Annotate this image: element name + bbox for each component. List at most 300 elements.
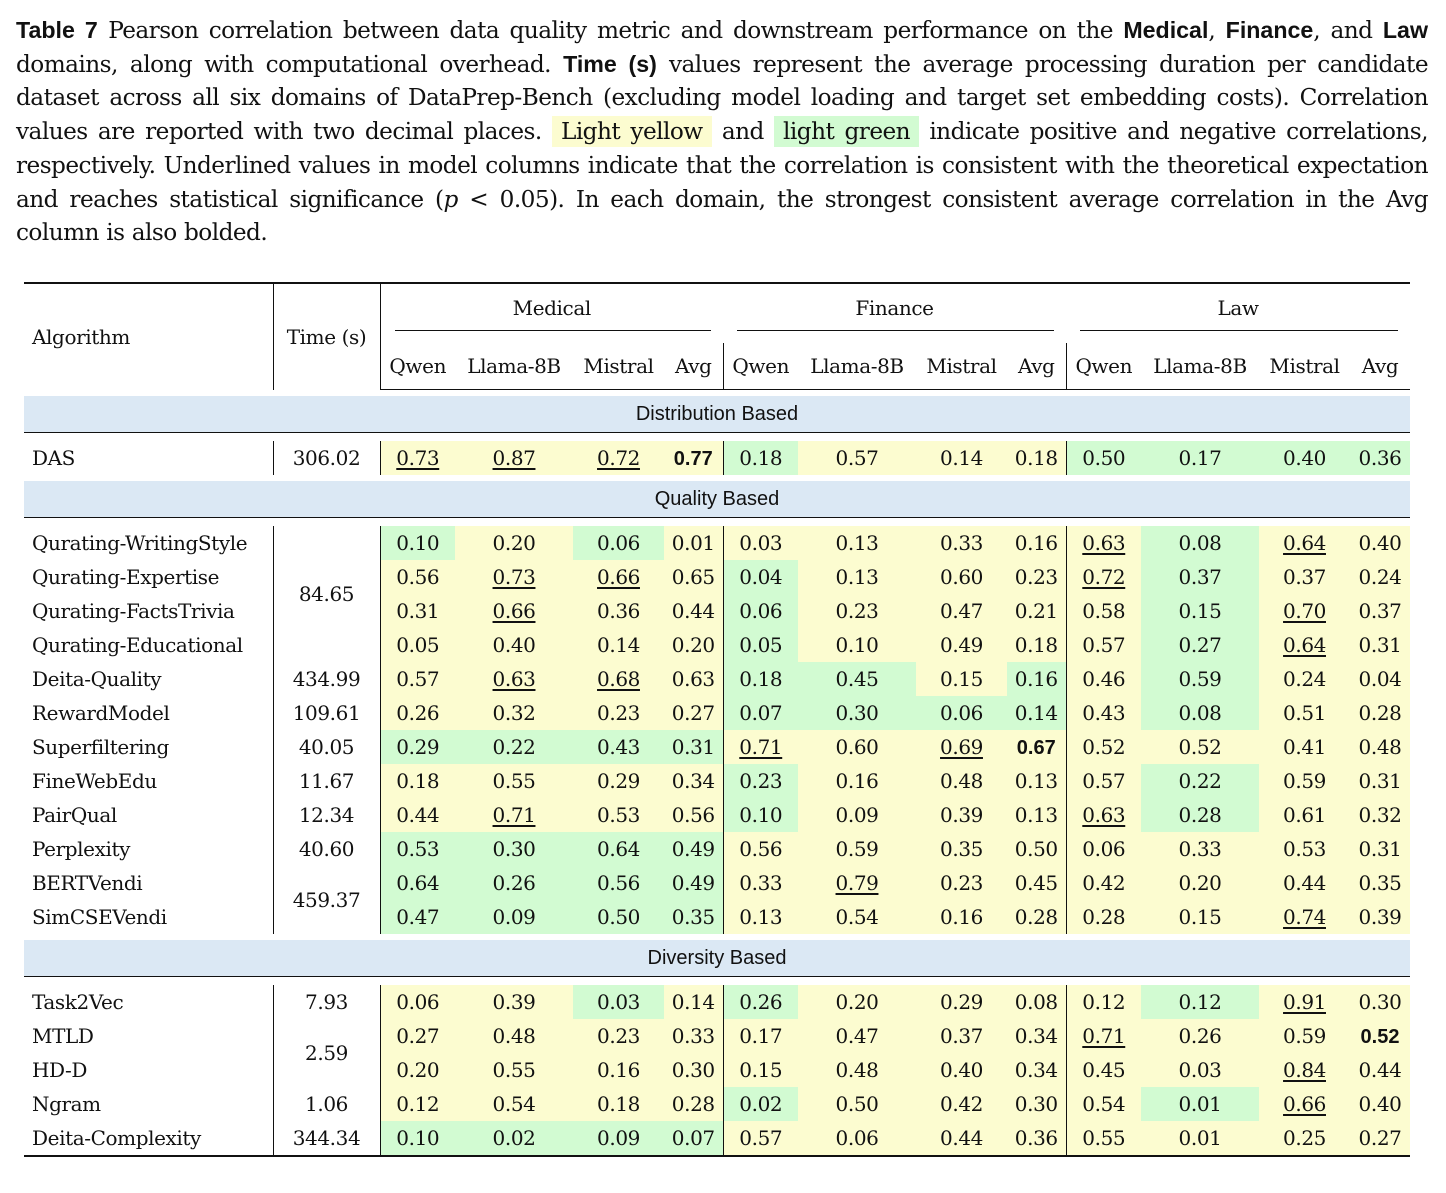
correlation-cell — [916, 764, 1007, 798]
correlation-value: 0.13 — [739, 905, 783, 929]
algorithm-name: Qurating-Expertise — [24, 560, 273, 594]
correlation-cell — [664, 628, 723, 662]
correlation-cell — [1259, 832, 1350, 866]
algorithm-name: Perplexity — [24, 832, 273, 866]
correlation-value: 0.55 — [1082, 1126, 1126, 1150]
correlation-cell — [380, 662, 455, 696]
correlation-value: 0.39 — [940, 803, 983, 827]
correlation-value: 0.28 — [1014, 905, 1058, 929]
correlation-cell — [1066, 1053, 1141, 1087]
correlation-cell — [723, 730, 798, 764]
correlation-cell — [1007, 866, 1066, 900]
correlation-cell — [1259, 866, 1350, 900]
correlation-cell — [723, 1053, 798, 1087]
algorithm-name: BERTVendi — [24, 866, 273, 900]
correlation-value: 0.49 — [671, 837, 715, 861]
correlation-value: 0.32 — [1358, 803, 1402, 827]
correlation-value: 0.51 — [1283, 701, 1326, 725]
correlation-value: 0.66 — [1283, 1092, 1326, 1116]
correlation-cell — [916, 441, 1007, 475]
correlation-value: 0.59 — [1178, 667, 1222, 691]
correlation-cell — [664, 560, 723, 594]
caption-text: < 0.05). In each domain, the strongest consistent average correlation in the Avg column is also bolded. — [16, 185, 1428, 247]
correlation-cell — [380, 900, 455, 934]
correlation-value: 0.20 — [1178, 871, 1222, 895]
correlation-value: 0.91 — [1283, 990, 1326, 1014]
correlation-table — [24, 282, 1410, 1157]
table-row — [24, 628, 1410, 662]
correlation-cell — [664, 1121, 723, 1156]
caption-light-green: light green — [774, 116, 919, 147]
correlation-value: 0.56 — [739, 837, 783, 861]
correlation-value: 0.84 — [1283, 1058, 1326, 1082]
correlation-value: 0.36 — [597, 599, 640, 623]
header-algorithm: Algorithm — [24, 283, 273, 390]
correlation-cell — [798, 1019, 916, 1053]
correlation-value: 0.18 — [1014, 633, 1058, 657]
correlation-value: 0.37 — [1358, 599, 1402, 623]
correlation-value: 0.30 — [1014, 1092, 1058, 1116]
correlation-cell — [798, 764, 916, 798]
correlation-cell — [916, 1053, 1007, 1087]
correlation-cell — [1066, 764, 1141, 798]
correlation-value: 0.60 — [835, 735, 879, 759]
correlation-value: 0.49 — [671, 871, 715, 895]
correlation-value: 0.73 — [396, 446, 440, 470]
algorithm-name: Deita-Complexity — [24, 1121, 273, 1156]
table-row — [24, 526, 1410, 560]
caption-light-yellow: Light yellow — [552, 116, 712, 147]
correlation-value: 0.31 — [1358, 769, 1402, 793]
correlation-cell — [573, 526, 664, 560]
correlation-cell — [573, 985, 664, 1019]
correlation-value: 0.37 — [1178, 565, 1222, 589]
correlation-cell — [723, 560, 798, 594]
section-title: Distribution Based — [24, 396, 1410, 433]
correlation-value: 0.01 — [1178, 1092, 1222, 1116]
correlation-value: 0.10 — [396, 531, 440, 555]
correlation-cell — [455, 764, 573, 798]
correlation-cell — [1141, 628, 1259, 662]
correlation-cell — [455, 696, 573, 730]
correlation-cell — [573, 832, 664, 866]
correlation-value: 0.54 — [1082, 1092, 1126, 1116]
correlation-cell — [380, 798, 455, 832]
correlation-value: 0.16 — [1014, 667, 1058, 691]
domain-label: Law — [1217, 296, 1259, 320]
correlation-value: 0.71 — [739, 735, 783, 759]
correlation-value: 0.59 — [835, 837, 879, 861]
correlation-cell — [798, 866, 916, 900]
correlation-cell — [1007, 832, 1066, 866]
correlation-value: 0.09 — [835, 803, 879, 827]
caption-text: domains, along with computational overhead. — [16, 50, 564, 78]
domain-label: Medical — [512, 296, 591, 320]
correlation-value: 0.03 — [739, 531, 783, 555]
correlation-cell — [1141, 696, 1259, 730]
correlation-value: 0.55 — [492, 769, 536, 793]
correlation-cell — [573, 1087, 664, 1121]
correlation-cell — [1141, 594, 1259, 628]
correlation-value: 0.21 — [1014, 599, 1058, 623]
correlation-cell — [798, 560, 916, 594]
correlation-cell — [1066, 696, 1141, 730]
correlation-value: 0.50 — [835, 1092, 879, 1116]
correlation-value: 0.20 — [396, 1058, 440, 1082]
correlation-cell — [916, 662, 1007, 696]
time-value: 40.60 — [273, 832, 380, 866]
correlation-value: 0.17 — [1178, 446, 1222, 470]
correlation-value: 0.26 — [1178, 1024, 1222, 1048]
correlation-value: 0.41 — [1283, 735, 1326, 759]
correlation-value: 0.74 — [1283, 905, 1326, 929]
correlation-cell — [455, 526, 573, 560]
correlation-cell — [1141, 1121, 1259, 1156]
correlation-value: 0.06 — [597, 531, 640, 555]
correlation-value: 0.15 — [1178, 599, 1222, 623]
correlation-cell — [664, 526, 723, 560]
correlation-value: 0.15 — [940, 667, 983, 691]
algorithm-name: SimCSEVendi — [24, 900, 273, 934]
correlation-value: 0.87 — [492, 446, 536, 470]
correlation-value: 0.47 — [396, 905, 440, 929]
correlation-cell — [916, 730, 1007, 764]
correlation-cell — [1350, 696, 1410, 730]
correlation-cell — [1066, 662, 1141, 696]
correlation-cell — [664, 441, 723, 475]
correlation-cell — [1350, 1053, 1410, 1087]
correlation-cell — [455, 900, 573, 934]
correlation-cell — [1007, 696, 1066, 730]
correlation-value: 0.64 — [597, 837, 640, 861]
correlation-value: 0.29 — [597, 769, 640, 793]
correlation-value: 0.33 — [1178, 837, 1222, 861]
correlation-value: 0.06 — [940, 701, 983, 725]
correlation-value: 0.03 — [1178, 1058, 1222, 1082]
correlation-value: 0.63 — [492, 667, 536, 691]
table-row — [24, 662, 1410, 696]
correlation-value: 0.35 — [671, 905, 715, 929]
correlation-cell — [1350, 441, 1410, 475]
correlation-cell — [573, 696, 664, 730]
correlation-value: 0.05 — [739, 633, 783, 657]
correlation-cell — [1066, 1087, 1141, 1121]
correlation-value: 0.57 — [739, 1126, 783, 1150]
table-row — [24, 1087, 1410, 1121]
correlation-value: 0.06 — [739, 599, 783, 623]
algorithm-name: Ngram — [24, 1087, 273, 1121]
correlation-cell — [573, 798, 664, 832]
correlation-value: 0.16 — [597, 1058, 640, 1082]
cmidrule — [737, 330, 1054, 331]
correlation-value: 0.57 — [396, 667, 440, 691]
correlation-value: 0.13 — [835, 565, 879, 589]
correlation-cell — [1259, 1121, 1350, 1156]
correlation-value: 0.44 — [396, 803, 440, 827]
correlation-cell — [1259, 594, 1350, 628]
correlation-cell — [573, 628, 664, 662]
correlation-cell — [455, 866, 573, 900]
correlation-value: 0.30 — [1358, 990, 1402, 1014]
correlation-cell — [380, 560, 455, 594]
time-value: 1.06 — [273, 1087, 380, 1121]
correlation-value: 0.44 — [1358, 1058, 1402, 1082]
correlation-value: 0.63 — [1082, 531, 1126, 555]
table-row — [24, 985, 1410, 1019]
correlation-value: 0.18 — [1014, 446, 1058, 470]
correlation-value: 0.18 — [739, 667, 783, 691]
correlation-value: 0.28 — [1178, 803, 1222, 827]
correlation-value: 0.64 — [1283, 633, 1326, 657]
correlation-value: 0.27 — [671, 701, 715, 725]
correlation-cell — [798, 1087, 916, 1121]
correlation-cell — [1350, 560, 1410, 594]
table-row — [24, 866, 1410, 900]
correlation-value: 0.47 — [835, 1024, 879, 1048]
correlation-cell — [1141, 832, 1259, 866]
correlation-value: 0.10 — [835, 633, 879, 657]
correlation-value: 0.14 — [940, 446, 983, 470]
header-model: Qwen — [723, 343, 798, 390]
correlation-value: 0.42 — [1082, 871, 1126, 895]
correlation-cell — [916, 798, 1007, 832]
correlation-value: 0.36 — [1014, 1126, 1058, 1150]
cmidrule — [395, 330, 712, 331]
correlation-value: 0.70 — [1283, 599, 1326, 623]
correlation-value: 0.16 — [940, 905, 983, 929]
correlation-cell — [573, 594, 664, 628]
table-row — [24, 441, 1410, 475]
correlation-cell — [664, 985, 723, 1019]
header-time: Time (s) — [273, 283, 380, 390]
correlation-cell — [1066, 730, 1141, 764]
correlation-value: 0.12 — [1082, 990, 1126, 1014]
correlation-cell — [664, 1053, 723, 1087]
correlation-value: 0.36 — [1358, 446, 1402, 470]
correlation-cell — [573, 866, 664, 900]
correlation-cell — [664, 696, 723, 730]
correlation-cell — [1141, 985, 1259, 1019]
correlation-cell — [1007, 985, 1066, 1019]
correlation-value: 0.22 — [492, 735, 536, 759]
correlation-value: 0.27 — [1178, 633, 1222, 657]
correlation-value: 0.65 — [671, 565, 715, 589]
correlation-cell — [916, 1087, 1007, 1121]
correlation-value: 0.01 — [1178, 1126, 1222, 1150]
correlation-value: 0.73 — [492, 565, 536, 589]
correlation-cell — [723, 866, 798, 900]
correlation-cell — [723, 594, 798, 628]
correlation-value: 0.52 — [1082, 735, 1126, 759]
correlation-cell — [380, 866, 455, 900]
correlation-cell — [380, 1121, 455, 1156]
correlation-cell — [1007, 594, 1066, 628]
correlation-cell — [380, 441, 455, 475]
correlation-value: 0.09 — [597, 1126, 640, 1150]
correlation-value: 0.02 — [492, 1126, 536, 1150]
correlation-value: 0.28 — [671, 1092, 715, 1116]
correlation-cell — [455, 662, 573, 696]
correlation-cell — [723, 764, 798, 798]
correlation-value: 0.56 — [597, 871, 640, 895]
correlation-cell — [1350, 1019, 1410, 1053]
header-model: Avg — [664, 343, 723, 390]
correlation-value: 0.53 — [597, 803, 640, 827]
header-model: Avg — [1007, 343, 1066, 390]
correlation-value: 0.77 — [673, 447, 713, 470]
correlation-cell — [664, 866, 723, 900]
correlation-value: 0.37 — [1283, 565, 1326, 589]
correlation-value: 0.60 — [940, 565, 983, 589]
table-row — [24, 560, 1410, 594]
correlation-cell — [1259, 1019, 1350, 1053]
correlation-value: 0.61 — [1283, 803, 1326, 827]
correlation-value: 0.44 — [940, 1126, 983, 1150]
correlation-cell — [1141, 900, 1259, 934]
correlation-value: 0.33 — [739, 871, 783, 895]
correlation-value: 0.39 — [492, 990, 536, 1014]
correlation-value: 0.10 — [396, 1126, 440, 1150]
correlation-value: 0.64 — [396, 871, 440, 895]
header-model: Mistral — [916, 343, 1007, 390]
correlation-value: 0.15 — [1178, 905, 1222, 929]
table-body — [24, 390, 1410, 1157]
correlation-value: 0.40 — [940, 1058, 983, 1082]
correlation-cell — [916, 985, 1007, 1019]
correlation-cell — [1007, 900, 1066, 934]
correlation-cell — [664, 764, 723, 798]
time-value: 40.05 — [273, 730, 380, 764]
correlation-value: 0.24 — [1358, 565, 1402, 589]
algorithm-name: Superfiltering — [24, 730, 273, 764]
correlation-cell — [1259, 798, 1350, 832]
correlation-cell — [723, 1019, 798, 1053]
correlation-value: 0.07 — [739, 701, 783, 725]
correlation-value: 0.28 — [1082, 905, 1126, 929]
correlation-cell — [1350, 764, 1410, 798]
correlation-cell — [573, 1121, 664, 1156]
correlation-value: 0.68 — [597, 667, 640, 691]
correlation-value: 0.72 — [597, 446, 640, 470]
correlation-value: 0.39 — [1358, 905, 1402, 929]
correlation-value: 0.54 — [835, 905, 879, 929]
table-row — [24, 1019, 1410, 1053]
correlation-value: 0.07 — [671, 1126, 715, 1150]
caption-text: indicate positive and negative correlations, respectively. Underlined values in model columns indicate that the correlation is consistent with the theoretical expectation and reaches statistical significance ( — [16, 118, 1428, 213]
correlation-cell — [455, 1121, 573, 1156]
correlation-value: 0.16 — [835, 769, 879, 793]
table-row — [24, 1121, 1410, 1156]
correlation-value: 0.13 — [1014, 803, 1058, 827]
correlation-cell — [664, 1019, 723, 1053]
correlation-value: 0.29 — [940, 990, 983, 1014]
correlation-value: 0.48 — [835, 1058, 879, 1082]
correlation-cell — [1141, 798, 1259, 832]
correlation-cell — [723, 832, 798, 866]
correlation-value: 0.28 — [1358, 701, 1402, 725]
correlation-value: 0.31 — [396, 599, 440, 623]
correlation-cell — [1350, 730, 1410, 764]
correlation-cell — [1350, 628, 1410, 662]
correlation-cell — [1350, 1087, 1410, 1121]
correlation-value: 0.18 — [396, 769, 440, 793]
correlation-cell — [455, 1019, 573, 1053]
correlation-cell — [573, 662, 664, 696]
correlation-cell — [1141, 1019, 1259, 1053]
correlation-cell — [1259, 526, 1350, 560]
correlation-value: 0.56 — [396, 565, 440, 589]
correlation-cell — [455, 798, 573, 832]
algorithm-name: Task2Vec — [24, 985, 273, 1019]
correlation-value: 0.55 — [492, 1058, 536, 1082]
caption-finance: Finance — [1225, 17, 1314, 43]
correlation-cell — [723, 628, 798, 662]
time-value: 434.99 — [273, 662, 380, 696]
correlation-cell — [798, 985, 916, 1019]
correlation-value: 0.40 — [1358, 1092, 1402, 1116]
caption-p: p — [443, 185, 458, 213]
correlation-cell — [1066, 832, 1141, 866]
correlation-value: 0.66 — [492, 599, 536, 623]
correlation-value: 0.30 — [671, 1058, 715, 1082]
table-row — [24, 730, 1410, 764]
correlation-cell — [916, 900, 1007, 934]
correlation-cell — [1350, 798, 1410, 832]
correlation-cell — [916, 526, 1007, 560]
caption-label: Table 7 — [16, 17, 98, 43]
correlation-value: 0.34 — [671, 769, 715, 793]
correlation-value: 0.71 — [492, 803, 536, 827]
correlation-value: 0.20 — [671, 633, 715, 657]
table-caption — [16, 14, 1428, 250]
correlation-value: 0.45 — [1082, 1058, 1126, 1082]
correlation-value: 0.30 — [835, 701, 879, 725]
correlation-cell — [455, 441, 573, 475]
correlation-cell — [723, 441, 798, 475]
correlation-value: 0.04 — [1358, 667, 1402, 691]
time-value: 306.02 — [273, 441, 380, 475]
correlation-value: 0.23 — [1014, 565, 1058, 589]
table-row — [24, 832, 1410, 866]
algorithm-name: HD-D — [24, 1053, 273, 1087]
time-value: 84.65 — [273, 526, 380, 662]
correlation-cell — [916, 594, 1007, 628]
correlation-cell — [664, 900, 723, 934]
correlation-value: 0.14 — [671, 990, 715, 1014]
header-model: Llama-8B — [455, 343, 573, 390]
correlation-cell — [916, 1121, 1007, 1156]
correlation-value: 0.14 — [597, 633, 640, 657]
algorithm-name: Qurating-Educational — [24, 628, 273, 662]
correlation-value: 0.31 — [671, 735, 715, 759]
correlation-value: 0.63 — [671, 667, 715, 691]
correlation-cell — [1066, 1121, 1141, 1156]
correlation-cell — [455, 1087, 573, 1121]
correlation-value: 0.25 — [1283, 1126, 1326, 1150]
correlation-cell — [1259, 662, 1350, 696]
correlation-cell — [1350, 866, 1410, 900]
caption-text: and — [711, 118, 775, 146]
correlation-cell — [1141, 526, 1259, 560]
correlation-value: 0.46 — [1082, 667, 1126, 691]
correlation-value: 0.48 — [492, 1024, 536, 1048]
header-model: Qwen — [380, 343, 455, 390]
correlation-value: 0.05 — [396, 633, 440, 657]
correlation-value: 0.71 — [1082, 1024, 1126, 1048]
correlation-cell — [798, 1053, 916, 1087]
header-model: Llama-8B — [1141, 343, 1259, 390]
correlation-cell — [723, 696, 798, 730]
